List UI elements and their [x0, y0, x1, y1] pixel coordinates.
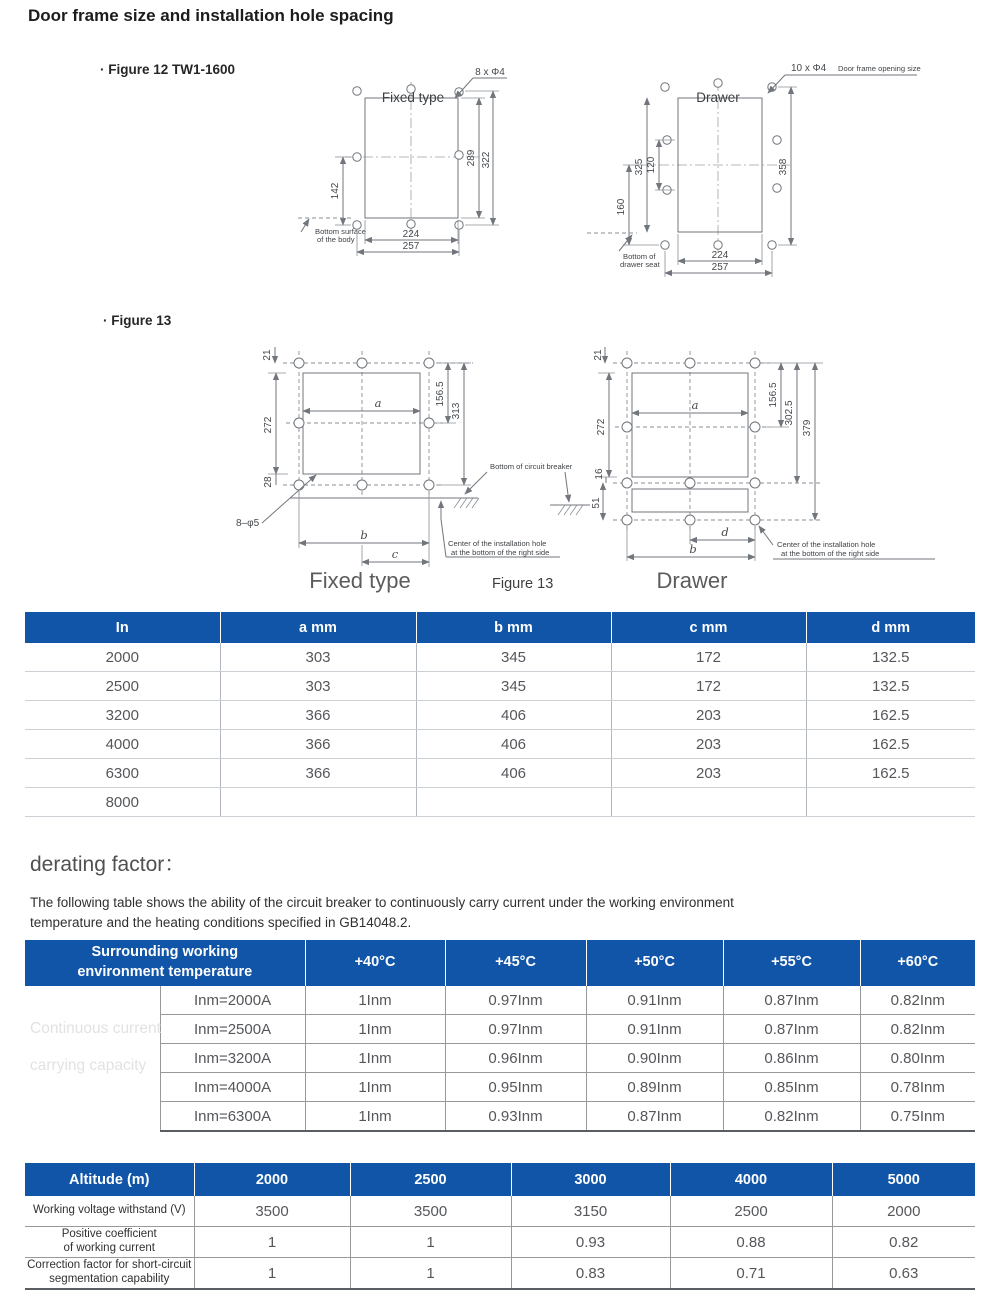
table-cell: 0.87Inm	[723, 986, 860, 1015]
table-cell: Inm=3200A	[160, 1044, 305, 1073]
table-cell: 0.80Inm	[860, 1044, 975, 1073]
table-cell: 0.83	[511, 1258, 670, 1290]
caption-fixed-type: Fixed type	[309, 568, 411, 593]
dim-a: a	[374, 396, 382, 410]
derating-table	[25, 940, 975, 1132]
table-cell: 132.5	[806, 672, 975, 701]
table-row	[25, 1073, 975, 1102]
table-cell: 3500	[350, 1196, 511, 1227]
size-col-b: b mm	[416, 612, 611, 643]
table-row	[25, 1015, 975, 1044]
table-cell: 162.5	[806, 730, 975, 759]
table-cell: 3200	[25, 701, 220, 730]
table-cell: 406	[416, 730, 611, 759]
drawer-bottom-note-2: drawer seat	[620, 260, 660, 269]
table-cell	[416, 788, 611, 817]
hatch-marks	[454, 498, 479, 508]
table-cell: 0.86Inm	[723, 1044, 860, 1073]
figure12-fixed-diagram	[293, 58, 548, 293]
table-row	[25, 1196, 975, 1227]
table-cell: Inm=2500A	[160, 1015, 305, 1044]
dim-156-5: 156.5	[435, 381, 446, 407]
drawer-bottom-note-1: Bottom of	[623, 252, 656, 261]
derating-col-55: +55°C	[723, 940, 860, 986]
dim-c: c	[391, 547, 399, 561]
table-cell: 0.82Inm	[860, 986, 975, 1015]
figure13-fixed-diagram	[228, 333, 593, 575]
table-cell: 6300	[25, 759, 220, 788]
table-cell: Working voltage withstand (V)	[25, 1196, 194, 1227]
table-cell: 132.5	[806, 643, 975, 672]
dim-160: 160	[616, 198, 627, 216]
table-cell	[25, 1102, 160, 1132]
table-cell: 1Inm	[305, 986, 445, 1015]
dim-257: 257	[711, 262, 729, 273]
table-cell: 1Inm	[305, 1102, 445, 1132]
fig12-drawer-title: Drawer	[696, 90, 740, 105]
figure12-label: · Figure 12 TW1-1600	[100, 62, 236, 77]
table-cell: 172	[611, 672, 806, 701]
continuous-current-label: Continuous current carrying capacity	[30, 1020, 161, 1074]
table-cell: 1	[350, 1258, 511, 1290]
fixed-bottom-note-2: of the body	[317, 235, 355, 244]
table-row	[25, 730, 975, 759]
dim-b: b	[360, 528, 368, 542]
derating-col-40: +40°C	[305, 940, 445, 986]
dim-224: 224	[711, 250, 729, 261]
table-row	[25, 701, 975, 730]
dim-313: 313	[451, 402, 462, 420]
table-cell: Inm=6300A	[160, 1102, 305, 1132]
page-title: Door frame size and installation hole spacing	[28, 6, 394, 25]
table-cell: 0.97Inm	[445, 986, 586, 1015]
table-cell: 0.78Inm	[860, 1073, 975, 1102]
table-cell: 0.93Inm	[445, 1102, 586, 1132]
table-cell: 366	[220, 730, 416, 759]
size-table	[25, 612, 975, 817]
breaker-note: Bottom of circuit breaker	[490, 462, 573, 471]
table-cell	[220, 788, 416, 817]
caption-drawer: Drawer	[656, 568, 728, 593]
altitude-col-label: Altitude (m)	[25, 1163, 194, 1196]
figure12-drawer-diagram	[585, 55, 920, 295]
table-cell: 406	[416, 759, 611, 788]
table-cell: 203	[611, 701, 806, 730]
table-cell: 0.97Inm	[445, 1015, 586, 1044]
table-row	[25, 986, 975, 1015]
center-note-1: Center of the installation hole	[448, 539, 547, 548]
table-cell: 2000	[832, 1196, 975, 1227]
table-cell: 2000	[25, 643, 220, 672]
table-cell: 1Inm	[305, 1073, 445, 1102]
table-cell	[611, 788, 806, 817]
derating-col-60: +60°C	[860, 940, 975, 986]
dim-16: 16	[594, 468, 605, 480]
table-row	[25, 672, 975, 701]
dim-a: a	[691, 398, 699, 412]
table-cell: 0.87Inm	[586, 1102, 723, 1132]
table-cell: 0.75Inm	[860, 1102, 975, 1132]
table-cell: 1	[194, 1258, 350, 1290]
dim-257: 257	[402, 241, 420, 252]
center-note-2: at the bottom of the right side	[451, 548, 550, 557]
table-cell: 0.87Inm	[723, 1015, 860, 1044]
table-cell: 0.95Inm	[445, 1073, 586, 1102]
table-cell: 3150	[511, 1196, 670, 1227]
dim-156-5: 156.5	[768, 382, 779, 408]
derating-col-environment: Surrounding working environment temperature	[25, 940, 305, 986]
table-cell: 203	[611, 730, 806, 759]
table-cell: 303	[220, 643, 416, 672]
table-cell: Positive coefficient of working current	[25, 1227, 194, 1258]
hole-callout-label: 8–φ5	[236, 518, 260, 529]
table-cell: 0.82Inm	[723, 1102, 860, 1132]
table-cell: 0.91Inm	[586, 1015, 723, 1044]
table-cell: 162.5	[806, 759, 975, 788]
derating-col-45: +45°C	[445, 940, 586, 986]
dim-51: 51	[591, 497, 602, 509]
table-cell: 0.96Inm	[445, 1044, 586, 1073]
dim-28: 28	[263, 476, 274, 488]
dim-289: 289	[466, 149, 477, 167]
table-cell: 345	[416, 643, 611, 672]
table-cell: Inm=4000A	[160, 1073, 305, 1102]
table-cell: 1	[194, 1227, 350, 1258]
center-note-1: Center of the installation hole	[777, 540, 876, 549]
table-cell: 1Inm	[305, 1015, 445, 1044]
hatch-marks-2	[558, 505, 583, 515]
dim-120: 120	[646, 156, 657, 174]
dim-b: b	[689, 542, 697, 556]
size-col-in: In	[25, 612, 220, 643]
altitude-col-3000: 3000	[511, 1163, 670, 1196]
figure13-drawer-diagram	[591, 333, 1000, 575]
table-cell	[806, 788, 975, 817]
table-cell: 8000	[25, 788, 220, 817]
dim-379: 379	[802, 419, 813, 437]
table-cell: 303	[220, 672, 416, 701]
size-col-c: c mm	[611, 612, 806, 643]
derating-description: The following table shows the ability of the circuit breaker to continuously carry current under the working environment temperature and the heating conditions specified in GB14048.2.	[30, 895, 734, 930]
dim-272: 272	[596, 418, 607, 436]
hole-callout-label: 8 x Φ4	[475, 67, 505, 78]
dim-302-5: 302.5	[784, 400, 795, 426]
dim-325: 325	[634, 158, 645, 176]
dim-142: 142	[330, 182, 341, 200]
table-cell: 203	[611, 759, 806, 788]
fixed-bottom-note-1: Bottom surface	[315, 227, 367, 236]
table-cell: 366	[220, 759, 416, 788]
hole-callout-note: Door frame opening size	[838, 64, 921, 73]
fig12-fixed-title: Fixed type	[381, 90, 445, 105]
table-cell: 2500	[670, 1196, 832, 1227]
table-cell: 0.91Inm	[586, 986, 723, 1015]
table-cell: 2500	[25, 672, 220, 701]
altitude-col-5000: 5000	[832, 1163, 975, 1196]
table-cell: 0.85Inm	[723, 1073, 860, 1102]
caption-figure13: Figure 13	[492, 576, 554, 592]
table-row	[25, 759, 975, 788]
dim-272: 272	[263, 416, 274, 434]
table-row	[25, 1102, 975, 1132]
hole-callout-label: 10 x Φ4	[791, 63, 827, 74]
dim-322: 322	[481, 151, 492, 169]
altitude-table	[25, 1163, 975, 1290]
altitude-col-2500: 2500	[350, 1163, 511, 1196]
center-note-2: at the bottom of the right side	[781, 549, 880, 558]
table-row	[25, 1044, 975, 1073]
table-cell: 0.90Inm	[586, 1044, 723, 1073]
table-cell: 345	[416, 672, 611, 701]
table-cell: 162.5	[806, 701, 975, 730]
table-cell: 1Inm	[305, 1044, 445, 1073]
dim-358: 358	[778, 158, 789, 176]
table-cell: 0.93	[511, 1227, 670, 1258]
dim-21: 21	[262, 349, 273, 361]
table-cell: Inm=2000A	[160, 986, 305, 1015]
dim-224: 224	[402, 229, 420, 240]
size-table-header-row	[25, 612, 975, 643]
table-cell: 0.89Inm	[586, 1073, 723, 1102]
table-cell: 1	[350, 1227, 511, 1258]
derating-heading: derating factor：	[30, 853, 186, 876]
altitude-header-row	[25, 1163, 975, 1196]
table-cell: 0.82Inm	[860, 1015, 975, 1044]
derating-header-row	[25, 940, 975, 986]
dim-21: 21	[593, 349, 604, 361]
table-row	[25, 1258, 975, 1290]
size-col-a: a mm	[220, 612, 416, 643]
altitude-col-2000: 2000	[194, 1163, 350, 1196]
table-row	[25, 643, 975, 672]
table-row	[25, 1227, 975, 1258]
table-cell: 0.63	[832, 1258, 975, 1290]
table-cell: 0.88	[670, 1227, 832, 1258]
table-cell: 4000	[25, 730, 220, 759]
table-cell: 172	[611, 643, 806, 672]
table-cell: Correction factor for short-circuit segmentation capability	[25, 1258, 194, 1290]
table-cell: 406	[416, 701, 611, 730]
figure13-label: · Figure 13	[103, 313, 172, 328]
size-col-d: d mm	[806, 612, 975, 643]
table-cell: 0.82	[832, 1227, 975, 1258]
table-cell: 0.71	[670, 1258, 832, 1290]
table-cell: 3500	[194, 1196, 350, 1227]
derating-col-50: +50°C	[586, 940, 723, 986]
table-row	[25, 788, 975, 817]
dim-d: d	[721, 525, 729, 539]
altitude-col-4000: 4000	[670, 1163, 832, 1196]
table-cell: 366	[220, 701, 416, 730]
